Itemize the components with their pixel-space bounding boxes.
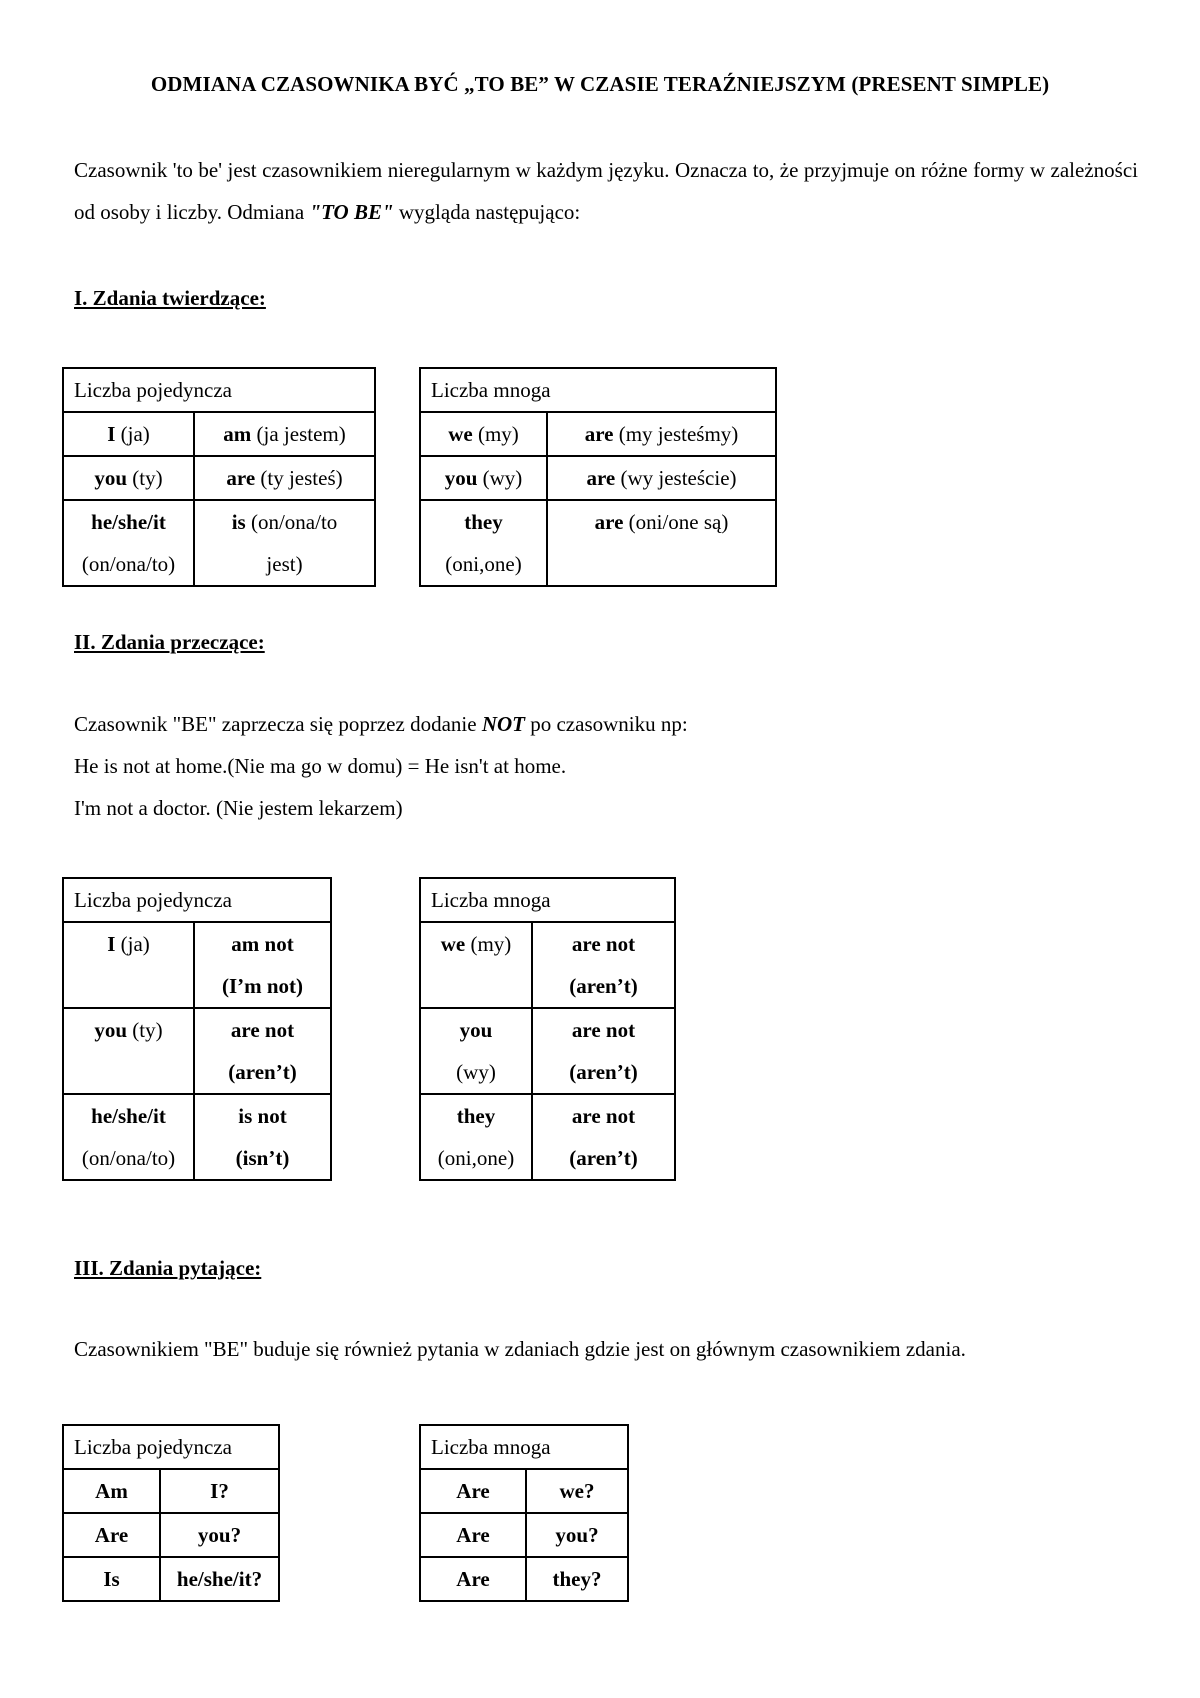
pronoun-cell: you (wy) bbox=[420, 456, 547, 500]
subject-cell: they? bbox=[526, 1557, 628, 1601]
verb-form-cell: am (ja jestem) bbox=[194, 412, 375, 456]
question-explanation: Czasownikiem "BE" buduje się również pytania w zdaniach gdzie jest on głównym czasownikiem zdania. bbox=[74, 1337, 966, 1361]
pronoun-cell: we (my) bbox=[420, 412, 547, 456]
pronoun-cell: they (oni,one) bbox=[420, 500, 547, 586]
table-row bbox=[63, 1008, 331, 1094]
table-row bbox=[420, 456, 776, 500]
table-row bbox=[63, 1469, 279, 1513]
table-row bbox=[420, 500, 776, 586]
verb-form-cell: are not (aren’t) bbox=[532, 1008, 675, 1094]
subject-cell: he/she/it? bbox=[160, 1557, 279, 1601]
verb-cell: Am bbox=[63, 1469, 160, 1513]
verb-form-cell: are (oni/one są) bbox=[547, 500, 776, 586]
verb-cell: Are bbox=[63, 1513, 160, 1557]
table-row bbox=[63, 922, 331, 1008]
affirmative-plural-table bbox=[419, 367, 777, 587]
table-row bbox=[63, 500, 375, 586]
negative-singular-table bbox=[62, 877, 332, 1181]
negative-plural-table bbox=[419, 877, 676, 1181]
pronoun-cell: he/she/it (on/ona/to) bbox=[63, 1094, 194, 1180]
page-title: ODMIANA CZASOWNIKA BYĆ „TO BE” W CZASIE TERAŹNIEJSZYM (PRESENT SIMPLE) bbox=[150, 72, 1050, 96]
table-header: Liczba pojedyncza bbox=[63, 1425, 279, 1469]
table-row bbox=[63, 1513, 279, 1557]
table-row bbox=[420, 1557, 628, 1601]
table-row bbox=[420, 1008, 675, 1094]
verb-form-cell: am not (I’m not) bbox=[194, 922, 331, 1008]
table-row bbox=[420, 412, 776, 456]
pronoun-cell: you (ty) bbox=[63, 1008, 194, 1094]
pronoun-cell: I (ja) bbox=[63, 412, 194, 456]
table-row bbox=[420, 922, 675, 1008]
question-singular-table bbox=[62, 1424, 280, 1602]
verb-cell: Are bbox=[420, 1469, 526, 1513]
table-row bbox=[420, 1094, 675, 1180]
question-plural-table bbox=[419, 1424, 629, 1602]
section-2-heading: II. Zdania przeczące: bbox=[74, 630, 265, 654]
affirmative-singular-table bbox=[62, 367, 376, 587]
subject-cell: you? bbox=[526, 1513, 628, 1557]
table-row bbox=[420, 1513, 628, 1557]
section-3-heading: III. Zdania pytające: bbox=[74, 1256, 262, 1280]
verb-form-cell: are not (aren’t) bbox=[532, 922, 675, 1008]
intro-emphasis: "TO BE" bbox=[309, 200, 394, 224]
table-row bbox=[63, 456, 375, 500]
negation-example-2: I'm not a doctor. (Nie jestem lekarzem) bbox=[74, 796, 403, 820]
intro-text-2: wygląda następująco: bbox=[393, 200, 581, 224]
negation-example-1: He is not at home.(Nie ma go w domu) = He isn't at home. bbox=[74, 754, 567, 778]
table-row bbox=[63, 412, 375, 456]
pronoun-cell: I (ja) bbox=[63, 922, 194, 1008]
table-header: Liczba mnoga bbox=[420, 368, 776, 412]
subject-cell: you? bbox=[160, 1513, 279, 1557]
table-row bbox=[63, 1557, 279, 1601]
verb-form-cell: is not (isn’t) bbox=[194, 1094, 331, 1180]
intro-text-1: Czasownik 'to be' jest czasownikiem nieregularnym w każdym języku. Oznacza to, że przyjmuje on różne formy w zależności od osoby i liczby. Odmiana bbox=[74, 158, 1138, 224]
subject-cell: I? bbox=[160, 1469, 279, 1513]
table-header: Liczba pojedyncza bbox=[63, 368, 375, 412]
verb-form-cell: are (my jesteśmy) bbox=[547, 412, 776, 456]
verb-form-cell: are (ty jesteś) bbox=[194, 456, 375, 500]
table-row bbox=[63, 1094, 331, 1180]
subject-cell: we? bbox=[526, 1469, 628, 1513]
table-header: Liczba pojedyncza bbox=[63, 878, 331, 922]
table-row bbox=[420, 1469, 628, 1513]
pronoun-cell: he/she/it (on/ona/to) bbox=[63, 500, 194, 586]
pronoun-cell: you (ty) bbox=[63, 456, 194, 500]
verb-cell: Is bbox=[63, 1557, 160, 1601]
pronoun-cell: you (wy) bbox=[420, 1008, 532, 1094]
section-1-heading: I. Zdania twierdzące: bbox=[74, 286, 266, 310]
verb-cell: Are bbox=[420, 1557, 526, 1601]
table-header: Liczba mnoga bbox=[420, 878, 675, 922]
verb-form-cell: is (on/ona/to jest) bbox=[194, 500, 375, 586]
intro-paragraph bbox=[74, 149, 1138, 233]
verb-form-cell: are (wy jesteście) bbox=[547, 456, 776, 500]
verb-form-cell: are not (aren’t) bbox=[532, 1094, 675, 1180]
negation-explanation: Czasownik "BE" zaprzecza się poprzez dodanie NOT po czasowniku np: bbox=[74, 712, 688, 736]
pronoun-cell: they (oni,one) bbox=[420, 1094, 532, 1180]
verb-cell: Are bbox=[420, 1513, 526, 1557]
pronoun-cell: we (my) bbox=[420, 922, 532, 1008]
table-header: Liczba mnoga bbox=[420, 1425, 628, 1469]
not-emphasis: NOT bbox=[481, 712, 525, 736]
verb-form-cell: are not (aren’t) bbox=[194, 1008, 331, 1094]
